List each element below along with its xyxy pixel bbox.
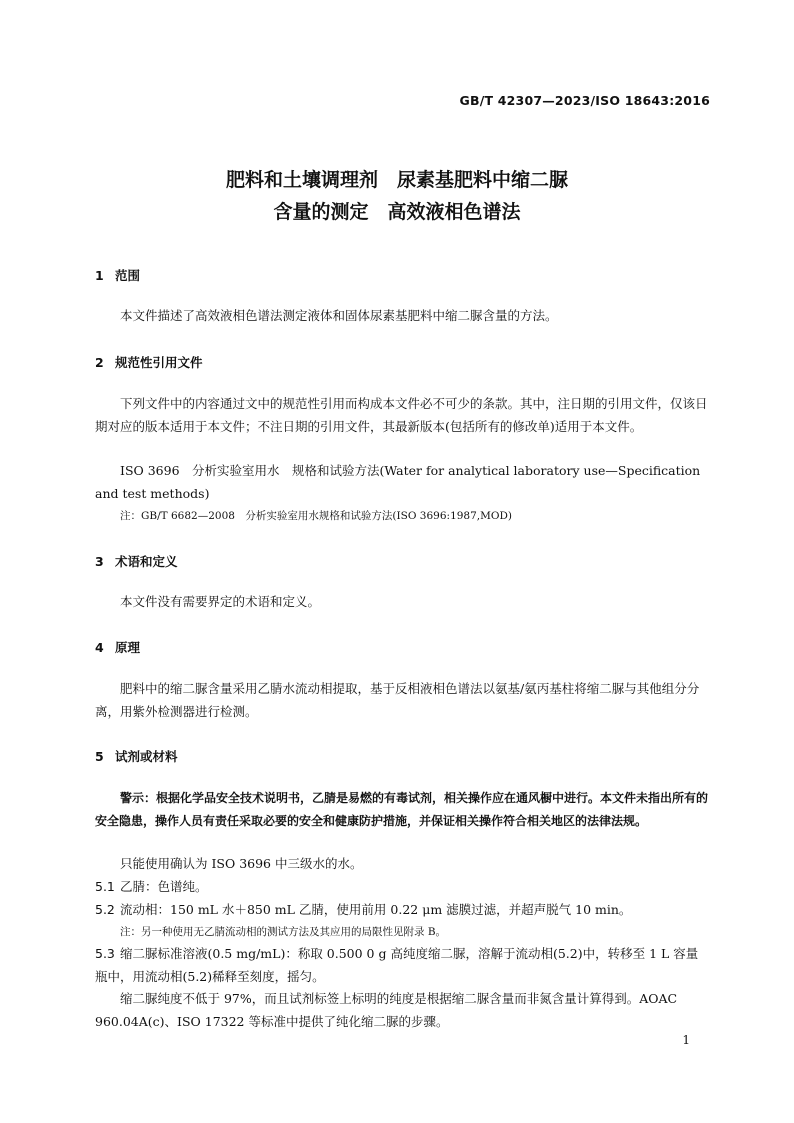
standard-number: GB/T 42307—2023/ISO 18643:2016 [459,93,710,108]
purity-statement: 缩二脲纯度不低于 97%，而且试剂标签上标明的纯度是根据缩二脲含量而非氮含量计算得到。AOAC 960.04A(c)、ISO 17322 等标准中提供了纯化缩二脲的步骤。 [95,991,678,1029]
item-5-2 [95,899,709,922]
section-number: 5 [95,749,104,764]
section-title: 试剂或材料 [115,749,178,764]
document-title-line-1: 肥料和土壤调理剂 尿素基肥料中缩二脲 [225,169,568,191]
item-number: 5.3 [95,946,115,961]
item-number: 5.2 [95,902,115,917]
section-title: 原理 [115,640,141,655]
section-3-heading [95,552,178,570]
section-2-text: 下列文件中的内容通过文中的规范性引用而构成本文件必不可少的条款。其中，注日期的引用文件，仅该日期对应的版本适用于本文件；不注日期的引用文件，其最新版本(包括所有的修改单)适用于本文件。 [95,396,708,434]
section-4-text: 肥料中的缩二脲含量采用乙腈水流动相提取，基于反相液相色谱法以氨基/氨丙基柱将缩二脲与其他组分分离，用紫外检测器进行检测。 [95,681,700,719]
section-1-heading [95,266,140,284]
document-title-line-2: 含量的测定 高效液相色谱法 [273,201,521,223]
section-title: 术语和定义 [115,554,178,569]
section-number: 2 [95,355,104,370]
item-5-1 [95,876,709,899]
item-5-3 [95,943,709,988]
item-text: 流动相：150 mL 水＋850 mL 乙腈，使用前用 0.22 μm 滤膜过滤，并超声脱气 10 min。 [120,902,632,917]
item-text: 乙腈：色谱纯。 [120,879,208,894]
section-3-text: 本文件没有需要界定的术语和定义。 [120,594,321,609]
item-5-2-note: 注：另一种使用无乙腈流动相的测试方法及其应用的局限性见附录 B。 [120,926,447,938]
section-number: 1 [95,268,104,283]
section-1-text: 本文件描述了高效液相色谱法测定液体和固体尿素基肥料中缩二脲含量的方法。 [120,308,558,323]
section-title: 规范性引用文件 [115,355,203,370]
section-number: 4 [95,640,104,655]
section-number: 3 [95,554,104,569]
page-number: 1 [682,1033,690,1047]
section-4-heading [95,638,140,656]
reference-note: 注：GB/T 6682—2008 分析实验室用水规格和试验方法(ISO 3696:1987,MOD) [120,510,513,522]
safety-warning: 警示：根据化学品安全技术说明书，乙腈是易燃的有毒试剂，相关操作应在通风橱中进行。本文件未指出所有的安全隐患，操作人员有责任采取必要的安全和健康防护措施，并保证相关操作符合相关地区的法律法规。 [95,791,709,828]
section-2-heading [95,353,203,371]
section-5-heading [95,747,178,765]
section-title: 范围 [115,268,141,283]
normative-reference: ISO 3696 分析实验室用水 规格和试验方法(Water for analytical laboratory use—Specification and test methods) [95,463,701,501]
water-requirement: 只能使用确认为 ISO 3696 中三级水的水。 [120,856,363,871]
item-number: 5.1 [95,879,115,894]
item-text: 缩二脲标准溶液(0.5 mg/mL)：称取 0.500 0 g 高纯度缩二脲，溶解于流动相(5.2)中，转移至 1 L 容量瓶中，用流动相(5.2)稀释至刻度，摇匀。 [95,946,699,984]
